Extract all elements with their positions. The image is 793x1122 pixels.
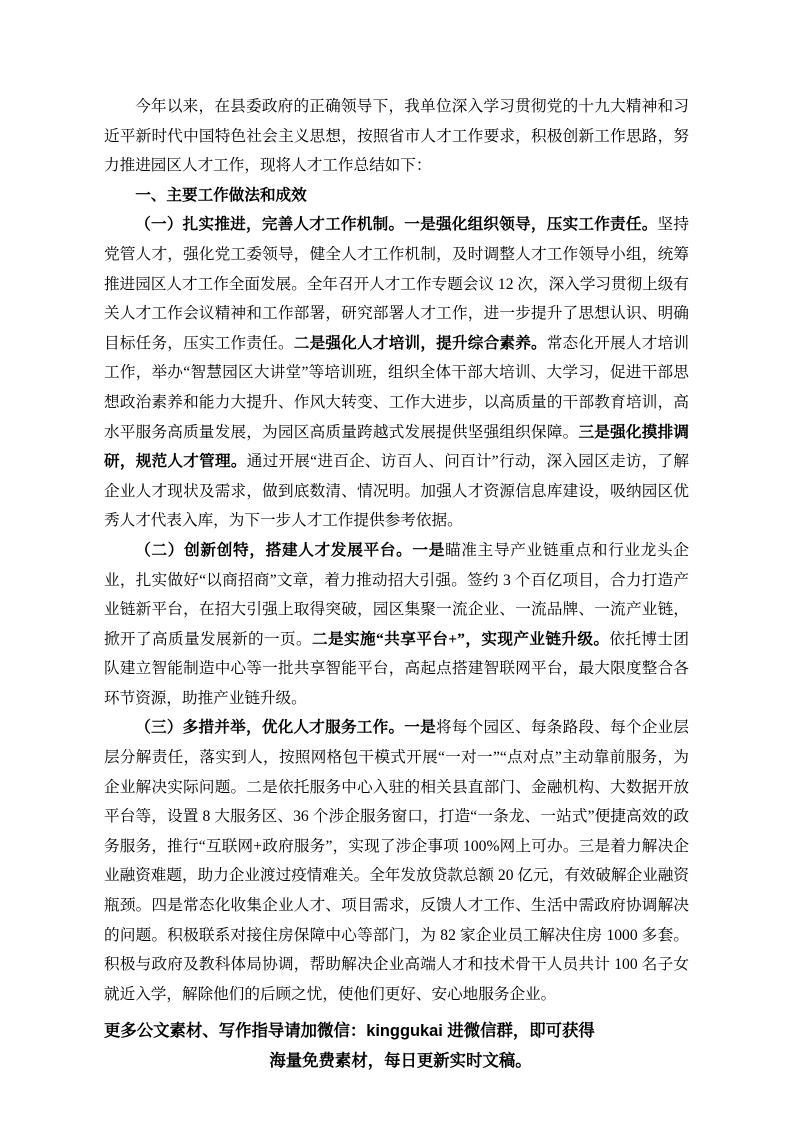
- text-run: （一）扎实推进，完善人才工作机制。一是强化组织领导，压实工作责任。: [135, 216, 658, 234]
- text-run: （三）多措并举，优化人才服务工作。一是: [135, 719, 436, 737]
- text-run: 瞄准主导产业链重点和行业龙头企业，扎实做好“以商招商”文章，着力推动招大引强。签约 3 个百亿项目，合力打造产业链新平台，在招大引强上取得突破，园区集聚一流企业、一流品牌、一流产业链，掀开了高质量发展新的一页。: [104, 541, 689, 648]
- paragraph-item-3: [104, 713, 689, 1009]
- text-run: 三是强化摸排调研，规范人才管理。: [104, 423, 689, 471]
- paragraph-item-1: [104, 210, 689, 536]
- text-run: 将每个园区、每条路段、每个企业层层分解责任，落实到人，按照网格包干模式开展“一对一”“点对点”主动靠前服务，为企业解决实际问题。二是依托服务中心入驻的相关县直部门、金融机构、大数据开放平台等，设置 8 大服务区、36 个涉企服务窗口，打造“一条龙、一站式”便捷高效的政务服务，推行“互联网+政府服务”，实现了涉企事项 100%网上可办。三是着力解决企业融资难题，助力企业渡过疫情难关。全年发放贷款总额 20 亿元，有效破解企业融资瓶颈。四是常态化收集企业人才、项目需求，反馈人才工作、生活中需政府协调解决的问题。积极联系对接住房保障中心等部门，为 82 家企业员工解决住房 1000 多套。积极与政府及教科体局协调，帮助解决企业高端人才和技术骨干人员共计 100 名子女就近入学，解除他们的后顾之忧，使他们更好、安心地服务企业。: [104, 719, 689, 1003]
- text-run: 一、主要工作做法和成效: [135, 186, 307, 204]
- text-run: 通过开展“进百企、访百人、问百计”行动，深入园区走访，了解企业人才现状及需求，做到底数清、情况明。加强人才资源信息库建设，吸纳园区优秀人才代表入库，为下一步人才工作提供参考依据。: [104, 453, 689, 530]
- text-run: （二）创新创特，搭建人才发展平台。一是: [135, 541, 446, 559]
- paragraph-item-2: [104, 536, 689, 714]
- text-run: 今年以来，在县委政府的正确领导下，我单位深入学习贯彻党的十九大精神和习近平新时代中国特色社会主义思想，按照省市人才工作要求，积极创新工作思路，努力推进园区人才工作，现将人才工作总结如下：: [104, 98, 689, 175]
- document-body: [104, 92, 689, 1009]
- text-run: 二是强化人才培训，提升综合素养。: [293, 334, 547, 352]
- footer-line-2: 海量免费素材，每日更新实时文稿。: [269, 1052, 532, 1070]
- footer-promo-note: [104, 1016, 697, 1076]
- text-run: 依托博士团队建立智能制造中心等一批共享智能平台，高起点搭建智联网平台，最大限度整合各环节资源，助推产业链升级。: [104, 630, 689, 707]
- text-run: 坚持党管人才，强化党工委领导，健全人才工作机制，及时调整人才工作领导小组，统筹推进园区人才工作全面发展。全年召开人才工作专题会议 12 次，深入学习贯彻上级有关人才工作会议精神和工作部署，研究部署人才工作，进一步提升了思想认识、明确目标任务，压实工作责任。: [104, 216, 689, 352]
- footer-line-1: 更多公文素材、写作指导请加微信：kinggukai 进微信群，即可获得: [104, 1022, 595, 1040]
- text-run: 常态化开展人才培训工作，举办“智慧园区大讲堂”等培训班，组织全体干部大培训、大学习，促进干部思想政治素养和能力大提升、作风大转变、工作大进步，以高质量的干部教育培训，高水平服务高质量发展，为园区高质量跨越式发展提供坚强组织保障。: [104, 334, 689, 441]
- paragraph-intro: [104, 92, 689, 181]
- text-run: 二是实施“共享平台+”，实现产业链升级。: [312, 630, 610, 648]
- paragraph-section-one: [104, 181, 689, 211]
